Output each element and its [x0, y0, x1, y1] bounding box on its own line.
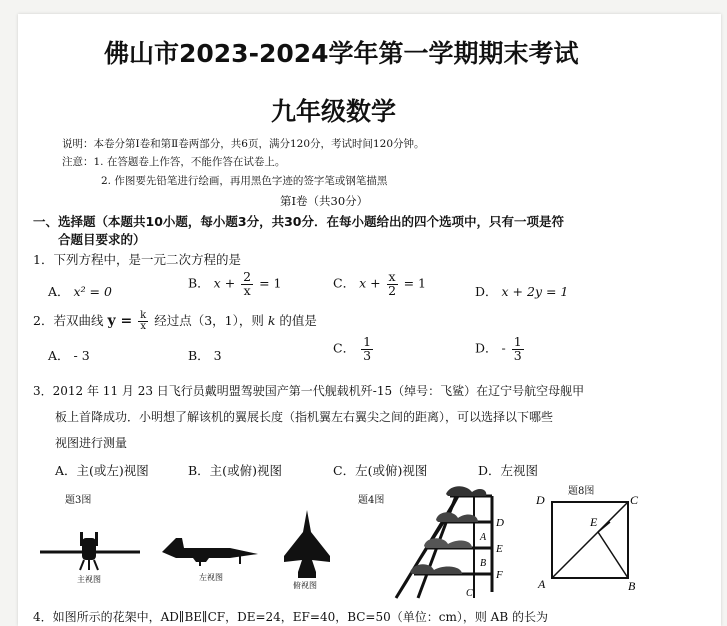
q1-option-d: [475, 282, 568, 300]
q1-option-b: [188, 271, 282, 297]
q1-option-b-post: = 1: [259, 275, 282, 291]
fig8-label: 题8图: [568, 486, 595, 497]
q2-k-var: k: [267, 313, 276, 328]
q2-option-c-num: 1: [363, 334, 372, 349]
jet-top-silhouette: [284, 510, 330, 578]
rack-label-d: D: [496, 517, 504, 529]
q2-k-num: k: [140, 310, 147, 321]
square-label-e: E: [590, 515, 598, 529]
square-segment-e: [598, 522, 610, 532]
front-view-caption: 主视图: [77, 575, 101, 584]
jet-front-gear-right: [94, 560, 98, 570]
q2-option-b: [188, 346, 222, 364]
q2-stem-post: 经过点（3，1），则: [154, 313, 264, 328]
q4-text: 4．如图所示的花架中，AD∥BE∥CF，DE=24，EF=40，BC=50（单位：cm），则 AB 的长为: [33, 610, 548, 624]
q3-line-1: 3．2012 年 11 月 23 日飞行员戴明盟驾驶国产第一代舰载机歼-15（绰号：飞鲨）在辽宁号航空母舰甲: [33, 384, 585, 398]
q2-option-d-num: 1: [513, 334, 522, 349]
q1-option-c-den: 2: [388, 282, 397, 298]
square-label-a: A: [538, 577, 546, 591]
flower-rack-figure: [388, 482, 508, 600]
jet-front-gear-left: [80, 560, 84, 570]
rack-label-e: E: [496, 543, 503, 555]
square-label-c: C: [630, 493, 639, 507]
q2-stem-pre: 2．若双曲线: [33, 313, 104, 328]
q3-option-c: C．左(或俯)视图: [333, 463, 428, 478]
rack-label-a: A: [480, 532, 487, 543]
fig4-label: 题4图: [358, 495, 385, 506]
q2-option-a-expr: - 3: [73, 348, 90, 363]
q3-line-2: 板上首降成功．小明想了解该机的翼展长度（指机翼左右翼尖之间的距离），可以选择以下哪些: [55, 410, 554, 424]
q1-option-c-post: = 1: [403, 275, 426, 291]
q2-k-fraction: [138, 311, 148, 332]
jet-front-tail-right: [95, 532, 98, 546]
q1-option-a: [48, 282, 112, 300]
square-figure: [534, 488, 642, 592]
q3-option-d: D．左视图: [478, 463, 539, 478]
q1-option-d-label: D．: [475, 284, 498, 299]
square-label-b: B: [628, 579, 636, 592]
rack-label-b: B: [480, 558, 487, 569]
square-segment-eb: [598, 532, 628, 578]
part-heading: 第Ⅰ卷（共30分）: [280, 194, 369, 208]
q1-option-b-fraction: [241, 271, 253, 297]
section-heading-line-2: 合题目要求的）: [58, 232, 146, 247]
q2-option-b-expr: 3: [213, 348, 222, 363]
jet-front-tail-left: [80, 532, 83, 546]
q2-option-b-label: B．: [188, 348, 210, 363]
q1-option-c-pre: x +: [359, 275, 381, 291]
q3-option-a: A．主(或左)视图: [55, 463, 149, 478]
q2-option-c-fraction: [361, 336, 373, 362]
rack-plant-top: [446, 486, 486, 496]
q1-option-c-label: C．: [333, 275, 356, 291]
q1-stem: 1．下列方程中，是一元二次方程的是: [33, 252, 241, 267]
q2-stem-end: 的值是: [279, 313, 317, 328]
rack-plant-middle: [436, 512, 478, 522]
q1-option-d-expr: x + 2y = 1: [501, 284, 569, 299]
q2-stem: [33, 311, 317, 332]
rack-label-c: C: [466, 588, 473, 599]
left-view-caption: 左视图: [199, 573, 223, 582]
jet-top-view-figure: [282, 508, 332, 580]
section-heading-line-1: 一、选择题（本题共10小题，每小题3分，共30分．在每小题给出的四个选项中，只有一项是符: [33, 214, 564, 229]
q2-option-d-sign: -: [501, 340, 506, 356]
q2-option-c: [333, 336, 375, 362]
rack-label-f: F: [496, 569, 503, 581]
q1-option-a-label: A．: [48, 284, 70, 299]
q2-option-d-den: 3: [513, 347, 522, 363]
q3-line-3: 视图进行测量: [55, 436, 128, 450]
q2-option-c-den: 3: [363, 347, 372, 363]
rack-plant-lower: [424, 538, 472, 548]
notes-line-1: 说明：本卷分第Ⅰ卷和第Ⅱ卷两部分，共6页，满分120分，考试时间120分钟。: [62, 138, 425, 150]
fig3-label: 题3图: [65, 495, 92, 506]
jet-front-view-figure: [38, 528, 142, 574]
q1-option-c: [333, 271, 426, 297]
top-view-caption: 俯视图: [293, 581, 317, 590]
q1-option-b-num: 2: [243, 269, 252, 284]
q2-y-eq: y =: [107, 313, 133, 329]
notes-line-3: 2. 作图要先铅笔进行绘画，再用黑色字迹的签字笔或钢笔描黑: [101, 175, 388, 187]
square-label-d: D: [536, 493, 545, 507]
q1-option-a-expr: x² = 0: [73, 284, 112, 299]
jet-side-view-figure: [160, 532, 264, 568]
q2-option-a-label: A．: [48, 348, 70, 363]
exam-subtitle: 九年级数学: [271, 97, 397, 126]
q1-option-b-pre: x +: [213, 275, 236, 291]
q1-option-c-fraction: [387, 271, 398, 297]
q2-option-d-label: D．: [475, 340, 498, 356]
exam-title: 佛山市2023-2024学年第一学期期末考试: [104, 39, 579, 68]
jet-front-body: [82, 538, 96, 560]
q1-option-b-den: x: [243, 282, 251, 298]
q1-option-c-num: x: [388, 269, 396, 284]
notes-line-2: 注意：1. 在答题卷上作答，不能作答在试卷上。: [62, 156, 286, 168]
q2-option-a: [48, 346, 90, 364]
q3-option-b: B．主(或俯)视图: [188, 463, 282, 478]
q2-option-c-label: C．: [333, 340, 356, 356]
q2-option-d-fraction: [512, 336, 524, 362]
q1-option-b-label: B．: [188, 275, 210, 291]
rack-plant-bottom: [410, 564, 462, 574]
square-diagonal-ac: [552, 502, 628, 578]
q2-option-d: [475, 336, 526, 362]
q2-k-den: x: [140, 321, 147, 332]
